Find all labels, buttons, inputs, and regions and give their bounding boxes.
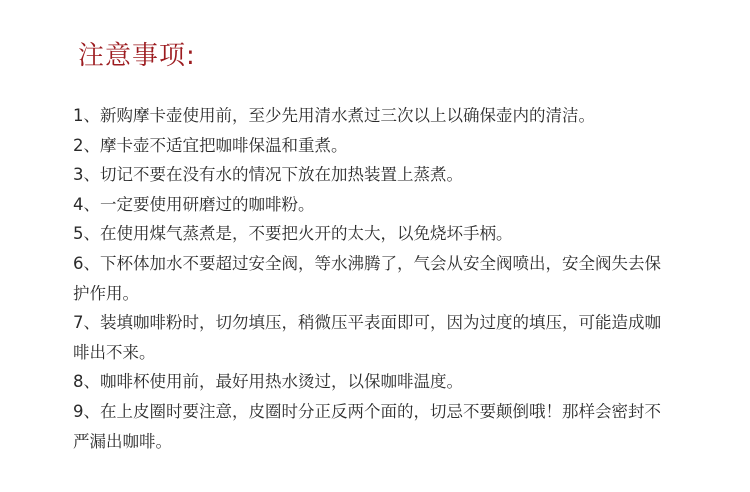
notice-item-7: 7、装填咖啡粉时，切勿填压，稍微压平表面即可，因为过度的填压，可能造成咖啡出不来。 [73,313,661,362]
notice-item-3: 3、切记不要在没有水的情况下放在加热装置上蒸煮。 [73,165,463,185]
notice-item-5: 5、在使用煤气蒸煮是，不要把火开的太大，以免烧坏手柄。 [73,224,513,244]
notice-item-1: 1、新购摩卡壶使用前，至少先用清水煮过三次以上以确保壶内的清洁。 [73,106,595,125]
notice-item-8: 8、咖啡杯使用前，最好用热水烫过，以保咖啡温度。 [73,372,463,392]
notice-item-6: 6、下杯体加水不要超过安全阀，等水沸腾了，气会从安全阀喷出，安全阀失去保护作用。 [73,253,661,303]
notice-list [73,101,673,456]
page-title: 注意事项: [78,41,196,71]
notice-item-2: 2、摩卡壶不适宜把咖啡保温和重煮。 [73,135,348,155]
notice-item-9: 9、在上皮圈时要注意，皮圈时分正反两个面的，切忌不要颠倒哦！那样会密封不严漏出咖啡。 [73,401,661,451]
notice-item-4: 4、一定要使用研磨过的咖啡粉。 [73,194,315,214]
